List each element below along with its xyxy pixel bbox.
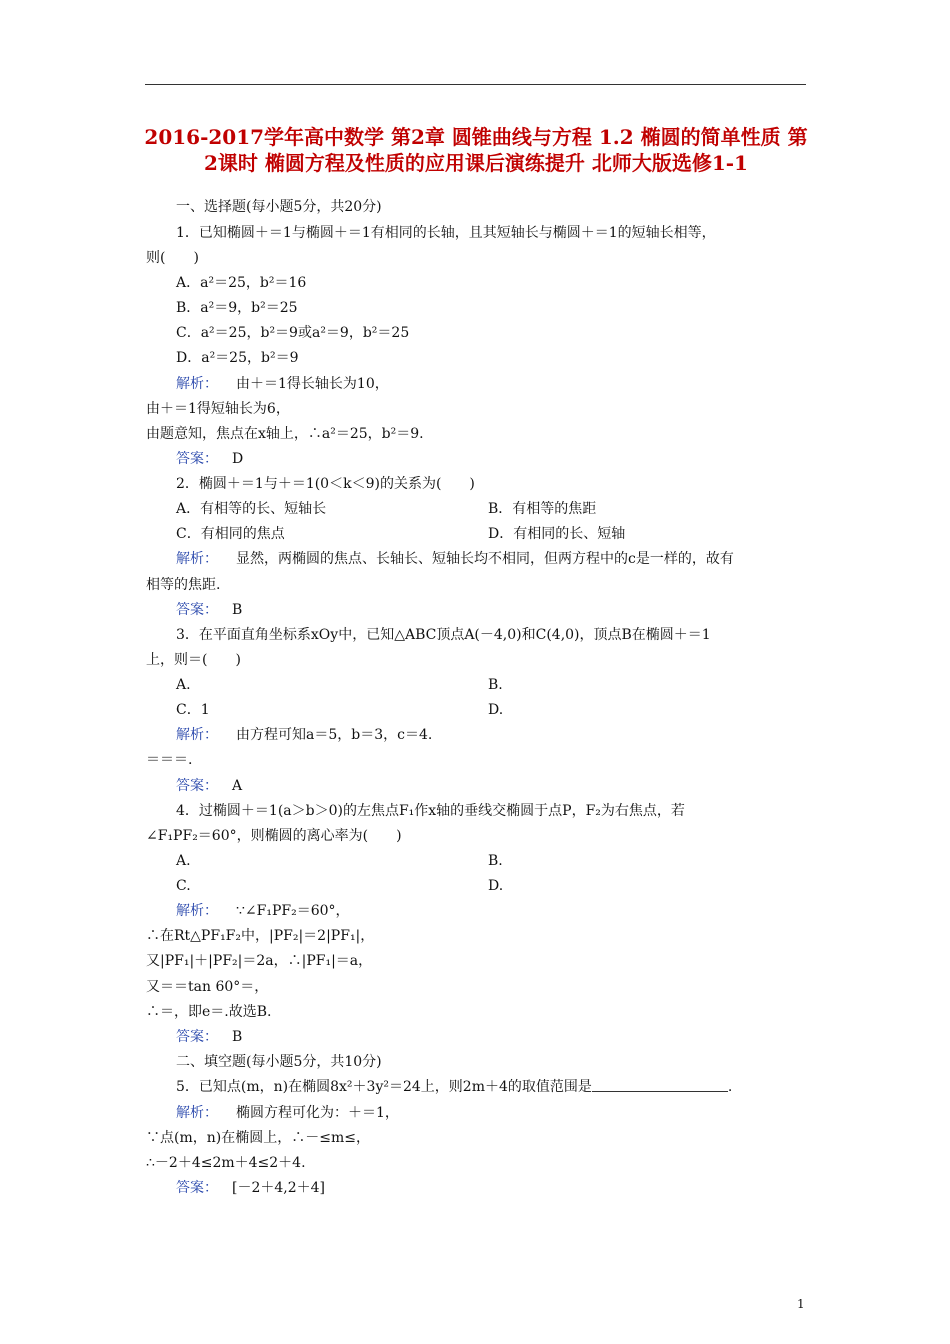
- q4-solution-line: 又|PF₁|＋|PF₂|＝2a，∴|PF₁|＝a，: [146, 953, 373, 969]
- q2-solution: [176, 550, 734, 568]
- solution-label: 解析：: [176, 376, 218, 392]
- page-number: 1: [797, 1297, 805, 1311]
- solution-label: 解析：: [176, 551, 218, 567]
- q5-solution-line: ∵点(m，n)在椭圆上，∴－≤m≤，: [146, 1130, 370, 1146]
- q3-solution-line: ＝＝＝.: [146, 752, 193, 768]
- solution-text: ∵∠F₁PF₂＝60°，: [236, 903, 350, 919]
- q1-option-a: A．a²＝25，b²＝16: [176, 275, 307, 291]
- q3-solution: [176, 726, 432, 744]
- q1-option-c: C．a²＝25，b²＝9或a²＝9，b²＝25: [176, 325, 410, 341]
- q3-option-b: B.: [488, 677, 503, 693]
- q4-solution: [176, 902, 350, 920]
- document-title: 2016-2017学年高中数学 第2章 圆锥曲线与方程 1.2 椭圆的简单性质 第2课时 椭圆方程及性质的应用课后演练提升 北师大版选修1-1: [144, 125, 808, 175]
- q1-option-d: D．a²＝25，b²＝9: [176, 350, 299, 366]
- q5-answer: [176, 1179, 325, 1197]
- answer-value: B: [232, 1029, 243, 1045]
- q5-stem-end: .: [727, 1079, 733, 1095]
- q4-option-c: C.: [176, 878, 191, 894]
- q2-option-a: A．有相等的长、短轴长: [176, 501, 327, 517]
- q2-option-d: D．有相同的长、短轴: [488, 526, 626, 542]
- q3-option-c: C．1: [176, 702, 210, 718]
- section-heading-fill: 二、填空题(每小题5分，共10分): [176, 1054, 382, 1070]
- solution-label: 解析：: [176, 727, 218, 743]
- solution-label: 解析：: [176, 903, 218, 919]
- solution-text: 显然，两椭圆的焦点、长轴长、短轴长均不相同，但两方程中的c是一样的，故有: [236, 551, 734, 567]
- q2-answer: [176, 601, 242, 619]
- q4-option-b: B.: [488, 853, 503, 869]
- answer-label: 答案：: [176, 778, 218, 794]
- section-heading-choice: 一、选择题(每小题5分，共20分): [176, 199, 382, 215]
- q1-solution-line: 由题意知，焦点在x轴上，∴a²＝25，b²＝9.: [146, 426, 424, 442]
- q1-answer: [176, 450, 243, 468]
- q1-solution-line: 由＋＝1得短轴长为6，: [146, 401, 290, 417]
- answer-label: 答案：: [176, 451, 218, 467]
- solution-text: 由＋＝1得长轴长为10，: [236, 376, 389, 392]
- q5-stem: [176, 1078, 732, 1096]
- q4-stem-cont: ∠F₁PF₂＝60°，则椭圆的离心率为( ): [146, 828, 402, 844]
- solution-text: 椭圆方程可化为：＋＝1，: [236, 1105, 399, 1121]
- q3-answer: [176, 777, 242, 795]
- answer-value: B: [232, 602, 243, 618]
- q1-option-b: B．a²＝9，b²＝25: [176, 300, 298, 316]
- q1-stem-cont: 则( ): [146, 250, 199, 266]
- answer-label: 答案：: [176, 1029, 218, 1045]
- q3-stem: 3．在平面直角坐标系xOy中，已知△ABC顶点A(－4,0)和C(4,0)，顶点B在椭圆＋＝1: [176, 627, 711, 643]
- q4-solution-line: ∴在Rt△PF₁F₂中，|PF₂|＝2|PF₁|，: [146, 928, 375, 944]
- answer-label: 答案：: [176, 1180, 218, 1196]
- q4-stem: 4．过椭圆＋＝1(a＞b＞0)的左焦点F₁作x轴的垂线交椭圆于点P，F₂为右焦点，若: [176, 803, 685, 819]
- q2-solution-line: 相等的焦距.: [146, 577, 221, 593]
- q1-solution: [176, 375, 389, 393]
- q1-stem: 1．已知椭圆＋＝1与椭圆＋＝1有相同的长轴，且其短轴长与椭圆＋＝1的短轴长相等，: [176, 225, 716, 241]
- q5-solution: [176, 1104, 399, 1122]
- q4-answer: [176, 1028, 242, 1046]
- q4-solution-line: 又＝＝tan 60°＝，: [146, 979, 269, 995]
- header-rule: [145, 84, 806, 85]
- q3-option-a: A.: [176, 677, 191, 693]
- q3-stem-cont: 上，则＝( ): [146, 652, 241, 668]
- solution-label: 解析：: [176, 1105, 218, 1121]
- solution-text: 由方程可知a＝5，b＝3，c＝4.: [236, 727, 433, 743]
- q5-stem-text: 5．已知点(m，n)在椭圆8x²＋3y²＝24上，则2m＋4的取值范围是: [176, 1079, 592, 1095]
- answer-value: A: [232, 778, 243, 794]
- q2-stem: 2．椭圆＋＝1与＋＝1(0＜k＜9)的关系为( ): [176, 476, 475, 492]
- q3-option-d: D.: [488, 702, 504, 718]
- q2-option-c: C．有相同的焦点: [176, 526, 285, 542]
- q4-option-d: D.: [488, 878, 504, 894]
- answer-blank: [592, 1079, 728, 1092]
- q4-solution-line: ∴＝，即e＝.故选B.: [146, 1004, 272, 1020]
- q5-solution-line: ∴－2＋4≤2m＋4≤2＋4.: [146, 1155, 306, 1171]
- answer-value: [－2＋4,2＋4]: [232, 1180, 326, 1196]
- q4-option-a: A.: [176, 853, 191, 869]
- q2-option-b: B．有相等的焦距: [488, 501, 597, 517]
- answer-label: 答案：: [176, 602, 218, 618]
- answer-value: D: [232, 451, 244, 467]
